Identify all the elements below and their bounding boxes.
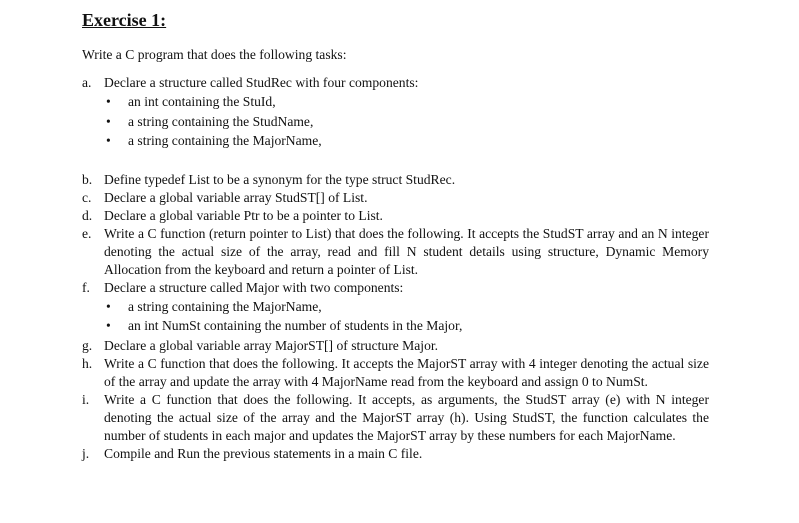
task-letter: c. [82, 189, 92, 205]
task-text: Declare a global variable array StudST[] of List. [104, 189, 368, 205]
task-text: Declare a global variable Ptr to be a pointer to List. [104, 207, 383, 223]
task-item-i [82, 391, 709, 445]
task-item-f [82, 279, 709, 337]
component-list [104, 93, 709, 150]
bullet-icon: • [106, 318, 111, 333]
task-letter: d. [82, 207, 93, 223]
bullet-icon: • [106, 94, 111, 109]
task-text: Define typedef List to be a synonym for the type struct StudRec. [104, 171, 456, 187]
list-item-text: an int containing the StuId, [128, 94, 276, 109]
list-item [104, 317, 709, 335]
task-letter: f. [82, 279, 90, 295]
task-letter: g. [82, 337, 93, 353]
task-letter: j. [82, 445, 90, 461]
list-item [104, 113, 709, 131]
list-item [104, 132, 709, 150]
task-text: Write a C function (return pointer to List) that does the following. It accepts the StudST array and an N integer denoting the actual size of the array, read and fill N student details using structure, Dynamic Memory Allocation from the keyboard and return a pointer of List. [104, 225, 709, 277]
task-text: Write a C function that does the following. It accepts the MajorST array with 4 integer denoting the actual size of the array and update the array with 4 MajorName read from the keyboard and assign 0 to NumSt. [104, 355, 709, 389]
exercise-intro: Write a C program that does the following tasks: [82, 47, 347, 62]
task-text: Declare a structure called Major with two components: [104, 279, 404, 295]
list-item-text: an int NumSt containing the number of students in the Major, [128, 318, 463, 333]
task-item-j [82, 445, 709, 463]
bullet-icon: • [106, 113, 111, 129]
task-text: Declare a global variable array MajorST[] of structure Major. [104, 337, 439, 353]
task-item-c [82, 189, 709, 207]
list-item [104, 298, 709, 316]
task-item-d [82, 207, 709, 225]
bullet-icon: • [106, 298, 111, 314]
task-letter: i. [82, 391, 90, 407]
list-item [104, 93, 709, 111]
task-letter: b. [82, 171, 93, 187]
bullet-icon: • [106, 133, 111, 148]
list-item-text: a string containing the StudName, [128, 113, 314, 129]
task-text: Compile and Run the previous statements in a main C file. [104, 445, 423, 461]
task-text: Declare a structure called StudRec with four components: [104, 75, 419, 90]
task-item-e [82, 225, 709, 279]
list-item-text: a string containing the MajorName, [128, 133, 322, 148]
task-item-a [82, 74, 709, 152]
task-item-h [82, 355, 709, 391]
task-text: Write a C function that does the following. It accepts, as arguments, the StudST array (e) with N integer denoting the actual size of the array and the MajorST array (h). Using StudST, the function calculates the number of students in each major and updates the MajorST array by these numbers for each MajorName. [104, 391, 709, 443]
spacer [82, 152, 709, 171]
list-item-text: a string containing the MajorName, [128, 298, 322, 314]
task-letter: e. [82, 225, 92, 241]
task-item-b [82, 171, 709, 189]
exercise-title: Exercise 1: [82, 10, 167, 30]
task-letter: a. [82, 75, 92, 90]
task-letter: h. [82, 355, 93, 371]
task-item-g [82, 337, 709, 355]
component-list [104, 298, 709, 336]
